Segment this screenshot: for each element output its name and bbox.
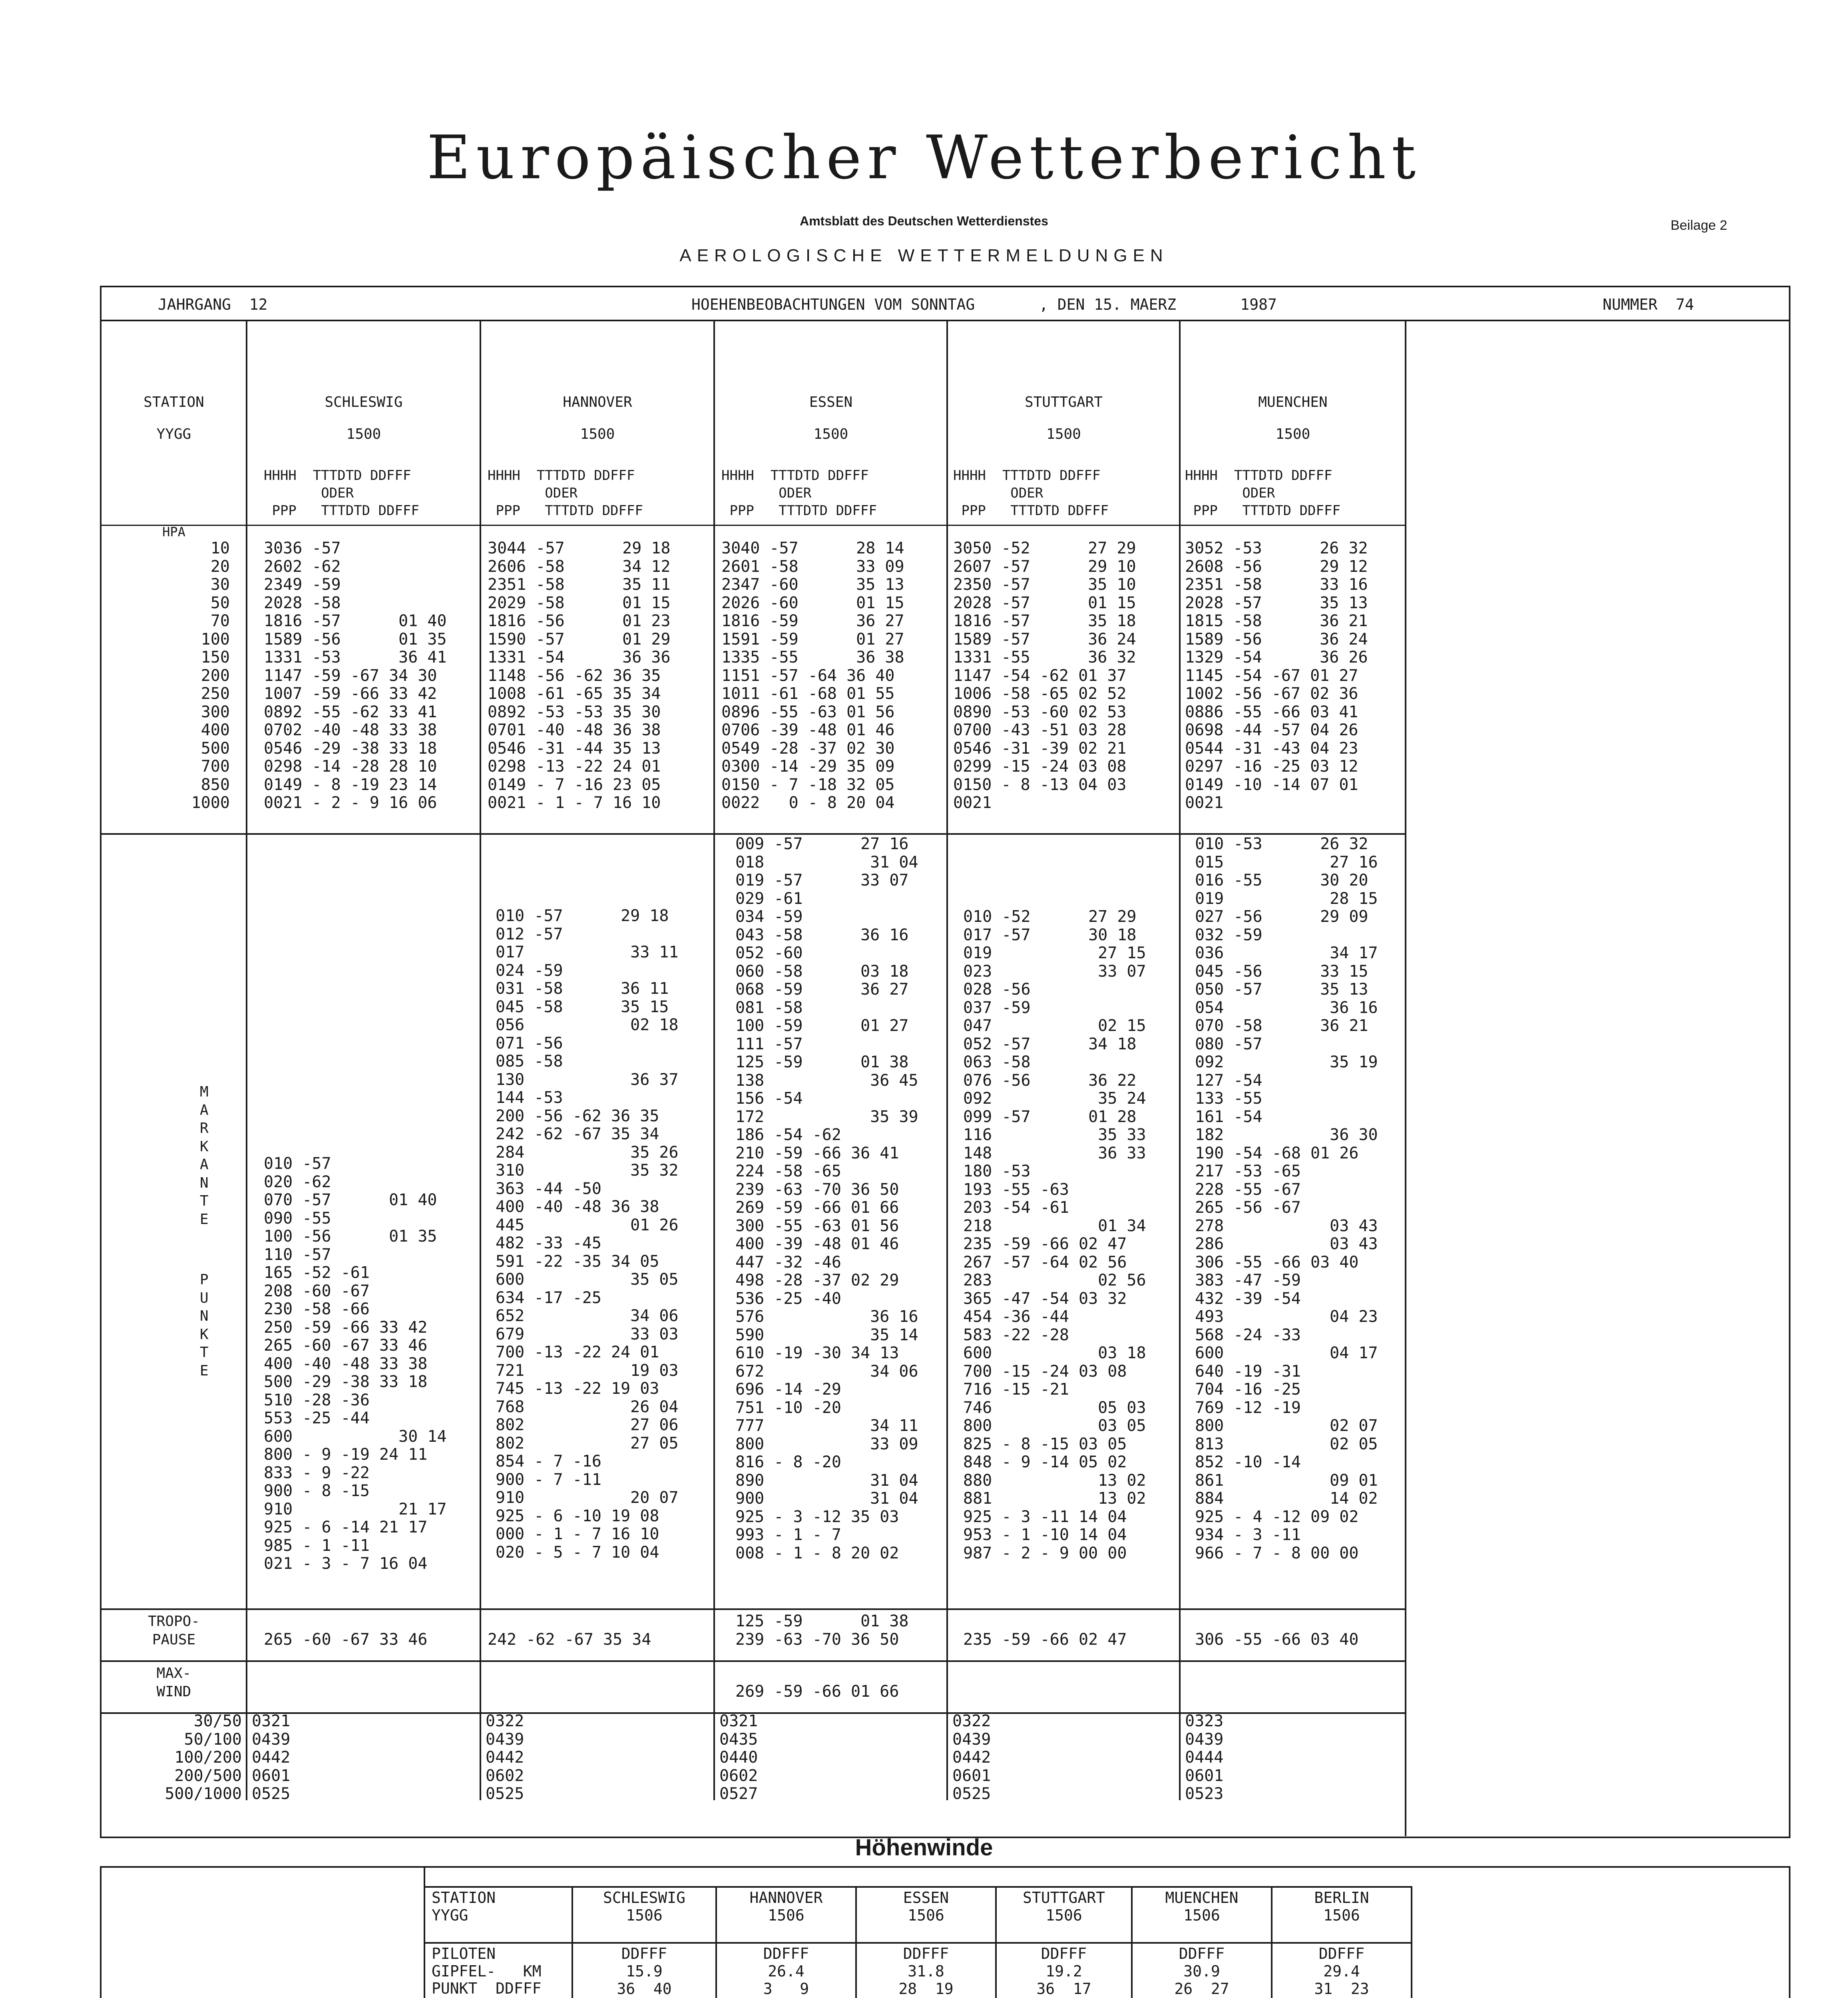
hw-station-name: ESSEN xyxy=(903,1889,949,1906)
col-divider xyxy=(246,320,247,1800)
hw-gipfel-km: 26.4 xyxy=(768,1962,805,1980)
tropopause-label: TROPO- PAUSE xyxy=(147,1613,200,1648)
hw-station-yygg: 1506 xyxy=(1045,1906,1082,1924)
nummer: NUMMER 74 xyxy=(1603,296,1694,313)
station-name: HANNOVER xyxy=(563,394,632,410)
col-divider xyxy=(713,320,715,1800)
hw-station-yygg: 1506 xyxy=(768,1906,805,1924)
hw-row-line xyxy=(424,1886,1411,1888)
std-data-stuttgart: 3050 -52 27 29 2607 -57 29 10 2350 -57 35 10 2028 -57 01 15 1816 -57 35 18 1589 -57 36 24 1331 -55 36 32 1147 -54 -62 01 37 1006 -58 -65 02 52 0890 -53 -60 02 53 0700 -43 -51 03 28 0546 -31 -39 02 21 0299 -15 -24 03 08 0150 - 8 -13 04 03 0021 xyxy=(953,539,1136,812)
col-header-2: ODER xyxy=(1185,485,1275,501)
col-header-1: HHHH TTTDTD DDFFF xyxy=(1185,468,1332,484)
observation-date: , DEN 15. MAERZ 1987 xyxy=(1039,296,1277,313)
sig-data-schleswig: 010 -57 020 -62 070 -57 01 40 090 -55 100 -56 01 35 110 -57 165 -52 -61 208 -60 -67 230 -58 -66 250 -59 -66 33 42 265 -60 -67 33 46 400 -40 -48 33 38 500 -29 -38 33 18 510 -28 -36 553 -25 -44 600 30 14 800 - 9 -19 24 11 833 - 9 -22 900 - 8 -15 910 21 17 925 - 6 -14 21 17 985 - 1 -11 021 - 3 - 7 16 04 xyxy=(264,1154,447,1573)
std-data-schleswig: 3036 -57 2602 -62 2349 -59 2028 -58 1816 -57 01 40 1589 -56 01 35 1331 -53 36 41 1147 -59 -67 34 30 1007 -59 -66 33 42 0892 -55 -62 33 41 0702 -40 -48 33 38 0546 -29 -38 33 18 0298 -14 -28 28 10 0149 - 8 -19 23 14 0021 - 2 - 9 16 06 xyxy=(264,539,447,812)
hw-ddfff: DDFFF xyxy=(763,1945,809,1962)
hw-piloten-label: PILOTEN GIPFEL- KM PUNKT DDFFF xyxy=(432,1945,542,1998)
station-name: STUTTGART xyxy=(1024,394,1103,410)
col-header-3: PPP TTTDTD DDFFF xyxy=(1185,503,1340,519)
page-subtitle: Amtsblatt des Deutschen Wetterdienstes xyxy=(800,214,1048,228)
hw-gipfel-km: 19.2 xyxy=(1045,1962,1082,1980)
hw-gipfel-km: 29.4 xyxy=(1323,1962,1360,1980)
hw-ddfff: DDFFF xyxy=(1318,1945,1365,1962)
col-divider xyxy=(1179,320,1181,1800)
beilage-label: Beilage 2 xyxy=(1671,218,1727,233)
tropo-hannover: 242 -62 -67 35 34 xyxy=(488,1630,651,1649)
hw-station-name: SCHLESWIG xyxy=(603,1889,685,1906)
station-yygg: 1500 xyxy=(346,426,381,442)
hw-ddfff: DDFFF xyxy=(1041,1945,1087,1962)
station-name: SCHLESWIG xyxy=(325,394,403,410)
col-header-3: PPP TTTDTD DDFFF xyxy=(721,503,877,519)
tropo-stuttgart: 235 -59 -66 02 47 xyxy=(963,1630,1127,1649)
sig-data-stuttgart: 010 -52 27 29 017 -57 30 18 019 27 15 023 33 07 028 -56 037 -59 047 02 15 052 -57 34 18 063 -58 076 -56 36 22 092 35 24 099 -57 01 28 116 35 33 148 36 33 180 -53 193 -55 -63 203 -54 -61 218 01 34 235 -59 -66 02 47 267 -57 -64 02 56 283 02 56 365 -47 -54 03 32 454 -36 -44 583 -22 -28 600 03 18 700 -15 -24 03 08 716 -15 -21 746 05 03 800 03 05 825 - 8 -15 03 05 848 - 9 -14 05 02 880 13 02 881 13 02 925 - 3 -11 14 04 953 - 1 -10 14 04 987 - 2 - 9 00 00 xyxy=(963,907,1146,1562)
layer-muenchen: 0323 0439 0444 0601 0523 xyxy=(1185,1712,1224,1803)
hw-row-line xyxy=(424,1942,1411,1944)
info-row-divider xyxy=(100,320,1790,321)
layer-hannover: 0322 0439 0442 0602 0525 xyxy=(486,1712,524,1803)
hw-gipfel-wind: 36 17 xyxy=(1036,1980,1091,1998)
std-pressure-levels: 10 20 30 50 70 100 150 200 250 300 400 500 700 850 1000 xyxy=(191,539,230,812)
station-label: STATION xyxy=(143,394,204,410)
hw-gipfel-km: 15.9 xyxy=(626,1962,663,1980)
col-header-2: ODER xyxy=(488,485,578,501)
col-divider xyxy=(1405,320,1406,1836)
station-name: MUENCHEN xyxy=(1258,394,1328,410)
layer-stuttgart: 0322 0439 0442 0601 0525 xyxy=(952,1712,991,1803)
page-title: Europäischer Wetterbericht xyxy=(426,123,1422,193)
hw-ddfff: DDFFF xyxy=(903,1945,949,1962)
std-level-top-line xyxy=(100,525,1405,526)
col-header-3: PPP TTTDTD DDFFF xyxy=(264,503,419,519)
hw-station-name: MUENCHEN xyxy=(1165,1889,1239,1906)
station-yygg: 1500 xyxy=(1275,426,1310,442)
tropo-essen: 125 -59 01 38 239 -63 -70 36 50 xyxy=(735,1612,909,1649)
maxwind-essen: 269 -59 -66 01 66 xyxy=(735,1682,899,1701)
tropo-top-line xyxy=(100,1608,1405,1610)
hoehenwinde-title: Höhenwinde xyxy=(855,1835,993,1861)
observation-title: HOEHENBEOBACHTUNGEN VOM SONNTAG xyxy=(691,296,975,313)
col-header-1: HHHH TTTDTD DDFFF xyxy=(721,468,869,484)
hw-gipfel-wind: 31 23 xyxy=(1314,1980,1369,1998)
sig-data-muenchen: 010 -53 26 32 015 27 16 016 -55 30 20 019 28 15 027 -56 29 09 032 -59 036 34 17 045 -56 33 15 050 -57 35 13 054 36 16 070 -58 36 21 080 -57 092 35 19 127 -54 133 -55 161 -54 182 36 30 190 -54 -68 01 26 217 -53 -65 228 -55 -67 265 -56 -67 278 03 43 286 03 43 306 -55 -66 03 40 383 -47 -59 432 -39 -54 493 04 23 568 -24 -33 600 04 17 640 -19 -31 704 -16 -25 769 -12 -19 800 02 07 813 02 05 852 -10 -14 861 09 01 884 14 02 925 - 4 -12 09 02 934 - 3 -11 966 - 7 - 8 00 00 xyxy=(1195,835,1378,1562)
col-header-1: HHHH TTTDTD DDFFF xyxy=(953,468,1101,484)
col-divider xyxy=(946,320,948,1800)
hw-gipfel-wind: 28 19 xyxy=(898,1980,954,1998)
col-header-3: PPP TTTDTD DDFFF xyxy=(488,503,643,519)
hw-gipfel-km: 30.9 xyxy=(1183,1962,1220,1980)
hw-gipfel-wind: 36 40 xyxy=(617,1980,672,1998)
sig-data-hannover: 010 -57 29 18 012 -57 017 33 11 024 -59 031 -58 36 11 045 -58 35 15 056 02 18 071 -56 085 -58 130 36 37 144 -53 200 -56 -62 36 35 242 -62 -67 35 34 284 35 26 310 35 32 363 -44 -50 400 -40 -48 36 38 445 01 26 482 -33 -45 591 -22 -35 34 05 600 35 05 634 -17 -25 652 34 06 679 33 03 700 -13 -22 24 01 721 19 03 745 -13 -22 19 03 768 26 04 802 27 06 802 27 05 854 - 7 -16 900 - 7 -11 910 20 07 925 - 6 -10 19 08 000 - 1 - 7 16 10 020 - 5 - 7 10 04 xyxy=(496,907,679,1562)
std-data-essen: 3040 -57 28 14 2601 -58 33 09 2347 -60 35 13 2026 -60 01 15 1816 -59 36 27 1591 -59 01 27 1335 -55 36 38 1151 -57 -64 36 40 1011 -61 -68 01 55 0896 -55 -63 01 56 0706 -39 -48 01 46 0549 -28 -37 02 30 0300 -14 -29 35 09 0150 - 7 -18 32 05 0022 0 - 8 20 04 xyxy=(721,539,904,812)
std-data-hannover: 3044 -57 29 18 2606 -58 34 12 2351 -58 35 11 2029 -58 01 15 1816 -56 01 23 1590 -57 01 29 1331 -54 36 36 1148 -56 -62 36 35 1008 -61 -65 35 34 0892 -53 -53 35 30 0701 -40 -48 36 38 0546 -31 -44 35 13 0298 -13 -22 24 01 0149 - 7 -16 23 05 0021 - 1 - 7 16 10 xyxy=(488,539,671,812)
section-title: AEROLOGISCHE WETTERMELDUNGEN xyxy=(679,246,1169,265)
sig-data-essen: 009 -57 27 16 018 31 04 019 -57 33 07 029 -61 034 -59 043 -58 36 16 052 -60 060 -58 03 18 068 -59 36 27 081 -58 100 -59 01 27 111 -57 125 -59 01 38 138 36 45 156 -54 172 35 39 186 -54 -62 210 -59 -66 36 41 224 -58 -65 239 -63 -70 36 50 269 -59 -66 01 66 300 -55 -63 01 56 400 -39 -48 01 46 447 -32 -46 498 -28 -37 02 29 536 -25 -40 576 36 16 590 35 14 610 -19 -30 34 13 672 34 06 696 -14 -29 751 -10 -20 777 34 11 800 33 09 816 - 8 -20 890 31 04 900 31 04 925 - 3 -12 35 03 993 - 1 - 7 008 - 1 - 8 20 02 xyxy=(735,835,918,1562)
hw-station-label: STATION YYGG xyxy=(432,1889,496,1924)
hw-station-yygg: 1506 xyxy=(626,1906,663,1924)
hw-ddfff: DDFFF xyxy=(1179,1945,1225,1962)
hw-gipfel-km: 31.8 xyxy=(908,1962,944,1980)
punkte-label: P U N K T E xyxy=(200,1272,209,1379)
layer-essen: 0321 0435 0440 0602 0527 xyxy=(719,1712,758,1803)
hw-gipfel-wind: 3 9 xyxy=(763,1980,809,1998)
yygg-label: YYGG xyxy=(156,426,191,442)
layer-schleswig: 0321 0439 0442 0601 0525 xyxy=(252,1712,291,1803)
jahrgang: JAHRGANG 12 xyxy=(158,296,268,313)
hw-col-divider xyxy=(1411,1886,1412,1998)
col-header-2: ODER xyxy=(953,485,1043,501)
hw-station-yygg: 1506 xyxy=(1183,1906,1220,1924)
station-yygg: 1500 xyxy=(580,426,615,442)
layer-labels: 30/50 50/100 100/200 200/500 500/1000 xyxy=(165,1712,242,1803)
hw-ddfff: DDFFF xyxy=(621,1945,667,1962)
col-header-2: ODER xyxy=(264,485,354,501)
station-yygg: 1500 xyxy=(1046,426,1081,442)
col-header-2: ODER xyxy=(721,485,812,501)
maxwind-label: MAX- WIND xyxy=(156,1665,191,1700)
hpa-label: HPA xyxy=(162,524,185,539)
station-name: ESSEN xyxy=(809,394,853,410)
col-divider xyxy=(480,320,481,1800)
hw-station-yygg: 1506 xyxy=(908,1906,944,1924)
col-header-3: PPP TTTDTD DDFFF xyxy=(953,503,1109,519)
station-yygg: 1500 xyxy=(813,426,848,442)
markante-label: M A R K A N T E xyxy=(200,1084,209,1228)
std-data-muenchen: 3052 -53 26 32 2608 -56 29 12 2351 -58 33 16 2028 -57 35 13 1815 -58 36 21 1589 -56 36 24 1329 -54 36 26 1145 -54 -67 01 27 1002 -56 -67 02 36 0886 -55 -66 03 41 0698 -44 -57 04 26 0544 -31 -43 04 23 0297 -16 -25 03 12 0149 -10 -14 07 01 0021 xyxy=(1185,539,1368,812)
hw-station-yygg: 1506 xyxy=(1323,1906,1360,1924)
hw-station-name: BERLIN xyxy=(1314,1889,1369,1906)
col-header-1: HHHH TTTDTD DDFFF xyxy=(264,468,411,484)
maxwind-top-line xyxy=(100,1660,1405,1662)
hw-station-name: HANNOVER xyxy=(749,1889,823,1906)
col-header-1: HHHH TTTDTD DDFFF xyxy=(488,468,635,484)
hw-station-name: STUTTGART xyxy=(1023,1889,1105,1906)
tropo-muenchen: 306 -55 -66 03 40 xyxy=(1195,1630,1359,1649)
tropo-schleswig: 265 -60 -67 33 46 xyxy=(264,1630,428,1649)
hw-gipfel-wind: 26 27 xyxy=(1174,1980,1229,1998)
